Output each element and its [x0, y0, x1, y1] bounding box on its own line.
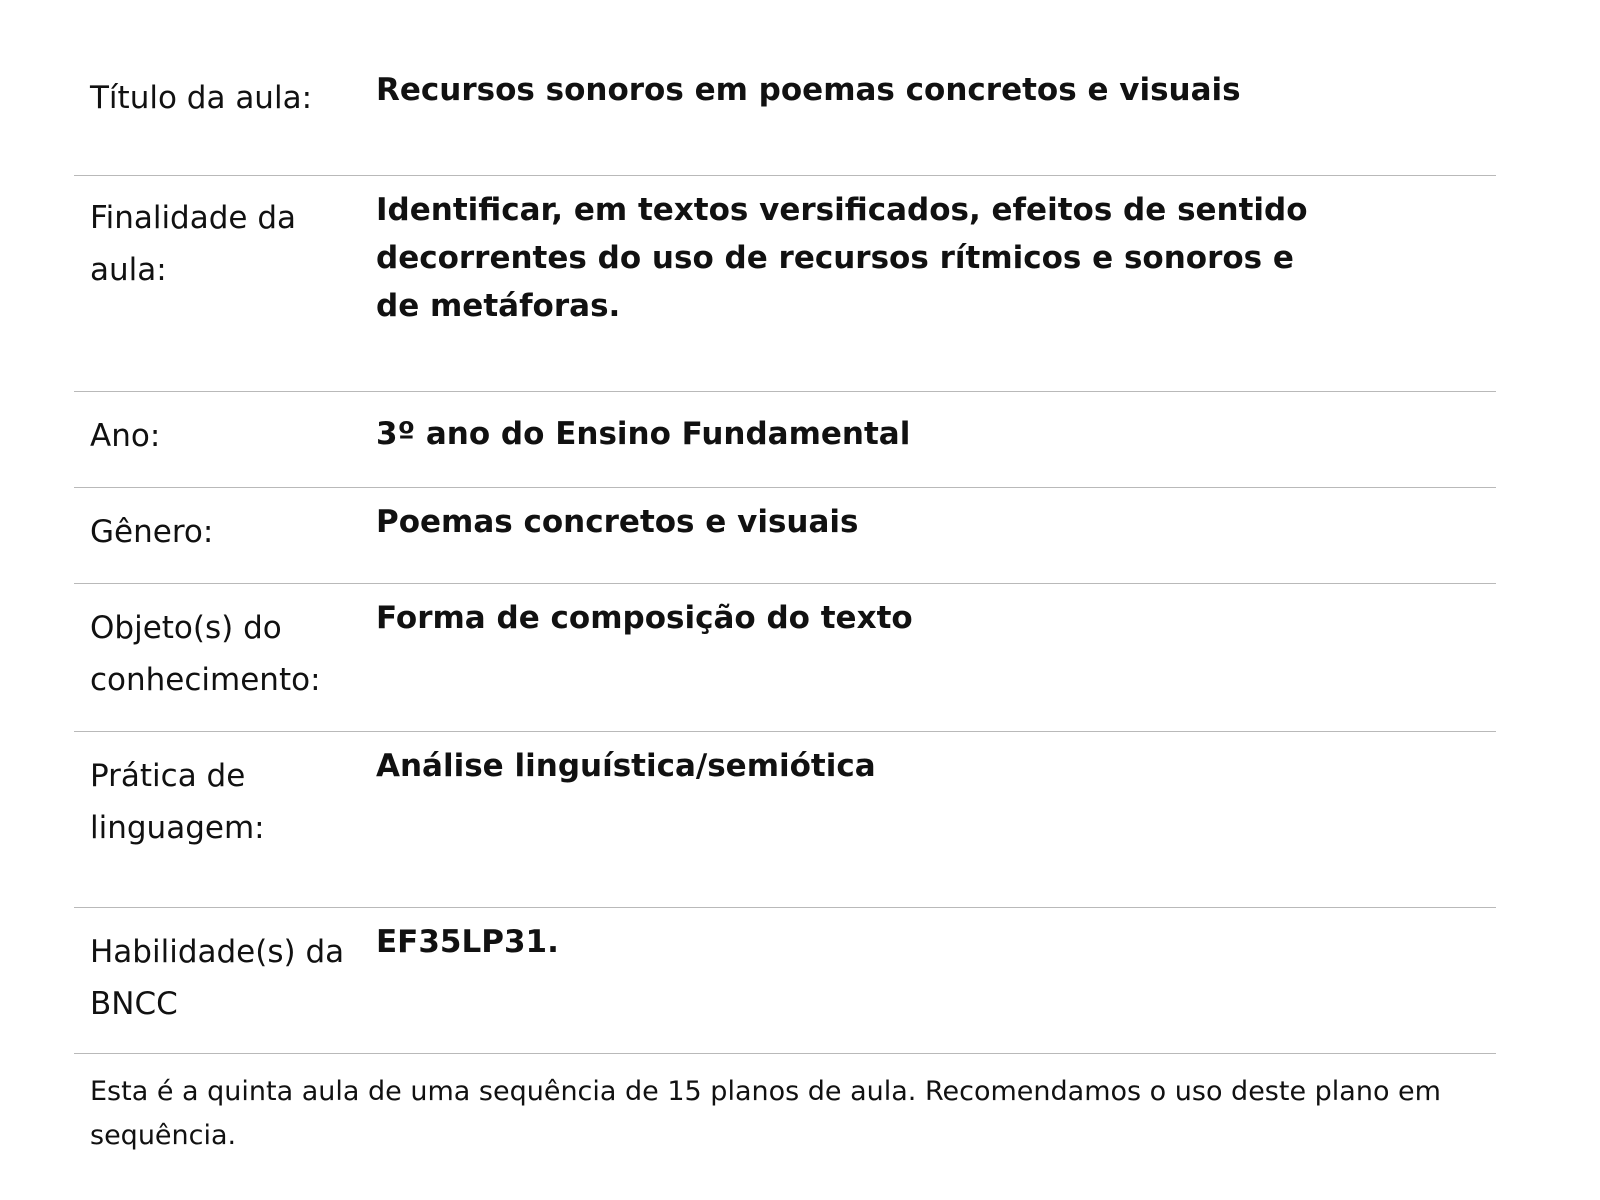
sequence-note: Esta é a quinta aula de uma sequência de 15 planos de aula. Recomendamos o uso deste plano em sequência.: [90, 1076, 1441, 1151]
value-genre: Poemas concretos e visuais: [376, 504, 859, 540]
label-lesson-title: Título da aula:: [90, 80, 313, 116]
value-knowledge-object: Forma de composição do texto: [376, 600, 913, 636]
row-language-practice: [74, 732, 1496, 908]
row-knowledge-object: [74, 584, 1496, 732]
lesson-info-table: [74, 0, 1496, 1054]
row-lesson-title: [74, 0, 1496, 176]
value-bncc-skills: EF35LP31.: [376, 924, 559, 960]
label-knowledge-object: Objeto(s) do conhecimento:: [90, 610, 321, 698]
row-bncc-skills: [74, 908, 1496, 1054]
value-lesson-goal: Identificar, em textos versificados, efeitos de sentido decorrentes do uso de recursos rítmicos e sonoros e de metáforas.: [376, 192, 1308, 324]
row-year: [74, 392, 1496, 488]
label-genre: Gênero:: [90, 514, 214, 550]
value-language-practice: Análise linguística/semiótica: [376, 748, 876, 784]
label-year: Ano:: [90, 418, 161, 454]
label-bncc-skills: Habilidade(s) da BNCC: [90, 934, 345, 1022]
row-lesson-goal: [74, 176, 1496, 392]
label-lesson-goal: Finalidade da aula:: [90, 200, 297, 288]
label-language-practice: Prática de linguagem:: [90, 758, 265, 846]
row-genre: [74, 488, 1496, 584]
value-lesson-title: Recursos sonoros em poemas concretos e visuais: [376, 72, 1241, 108]
value-year: 3º ano do Ensino Fundamental: [376, 416, 911, 452]
